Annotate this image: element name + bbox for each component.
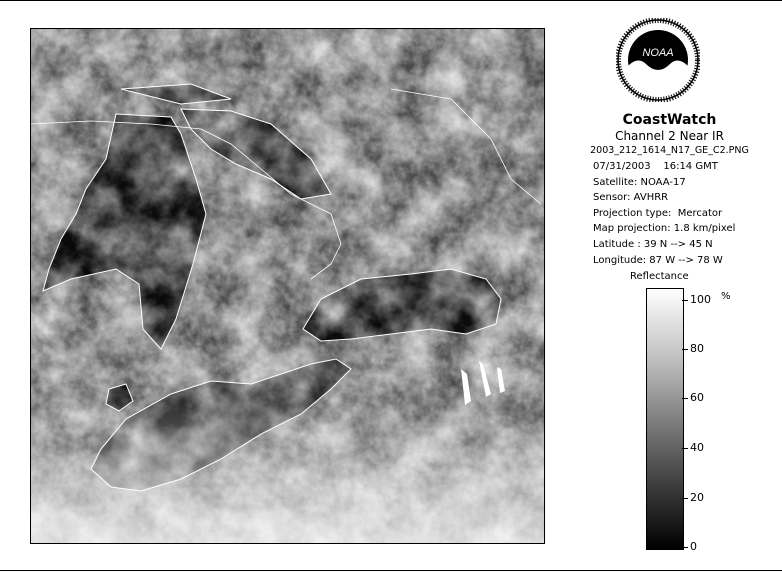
colorbar: [646, 288, 684, 550]
image-filename: 2003_212_1614_N17_GE_C2.PNG: [590, 145, 749, 156]
image-latitude: Latitude : 39 N --> 45 N: [593, 238, 713, 250]
colorbar-tick: [682, 498, 688, 499]
bottom-rule: [0, 570, 782, 571]
colorbar-tick-label: 80: [690, 342, 704, 355]
noaa-logo-text: NOAA: [642, 47, 674, 59]
colorbar-tick-label: 100: [690, 293, 711, 306]
colorbar-tick: [682, 448, 688, 449]
image-longitude: Longitude: 87 W --> 78 W: [593, 254, 723, 266]
image-title: CoastWatch: [622, 112, 717, 128]
image-sensor: Sensor: AVHRR: [593, 192, 669, 204]
image-projection-type: Projection type: Mercator: [593, 207, 723, 219]
image-map-projection: Map projection: 1.8 km/pixel: [593, 223, 736, 235]
image-datetime: 07/31/2003 16:14 GMT: [593, 161, 718, 172]
colorbar-tick: [682, 300, 688, 301]
satellite-image: [30, 28, 545, 544]
image-subtitle: Channel 2 Near IR: [615, 129, 724, 143]
colorbar-unit: %: [721, 291, 731, 302]
satellite-image-svg: [31, 29, 544, 543]
image-satellite: Satellite: NOAA-17: [593, 176, 686, 188]
image-info: [557, 112, 782, 268]
colorbar-tick-label: 20: [690, 491, 704, 504]
colorbar-tick-label: 40: [690, 441, 704, 454]
colorbar-tick: [682, 398, 688, 399]
southern-haze: [31, 389, 544, 543]
colorbar-tick: [682, 349, 688, 350]
colorbar-title: Reflectance: [630, 271, 689, 282]
colorbar-tick: [682, 547, 688, 548]
colorbar-tick-label: 0: [690, 540, 697, 553]
colorbar-tick-label: 60: [690, 391, 704, 404]
noaa-logo: [616, 18, 700, 102]
top-rule: [0, 0, 782, 1]
